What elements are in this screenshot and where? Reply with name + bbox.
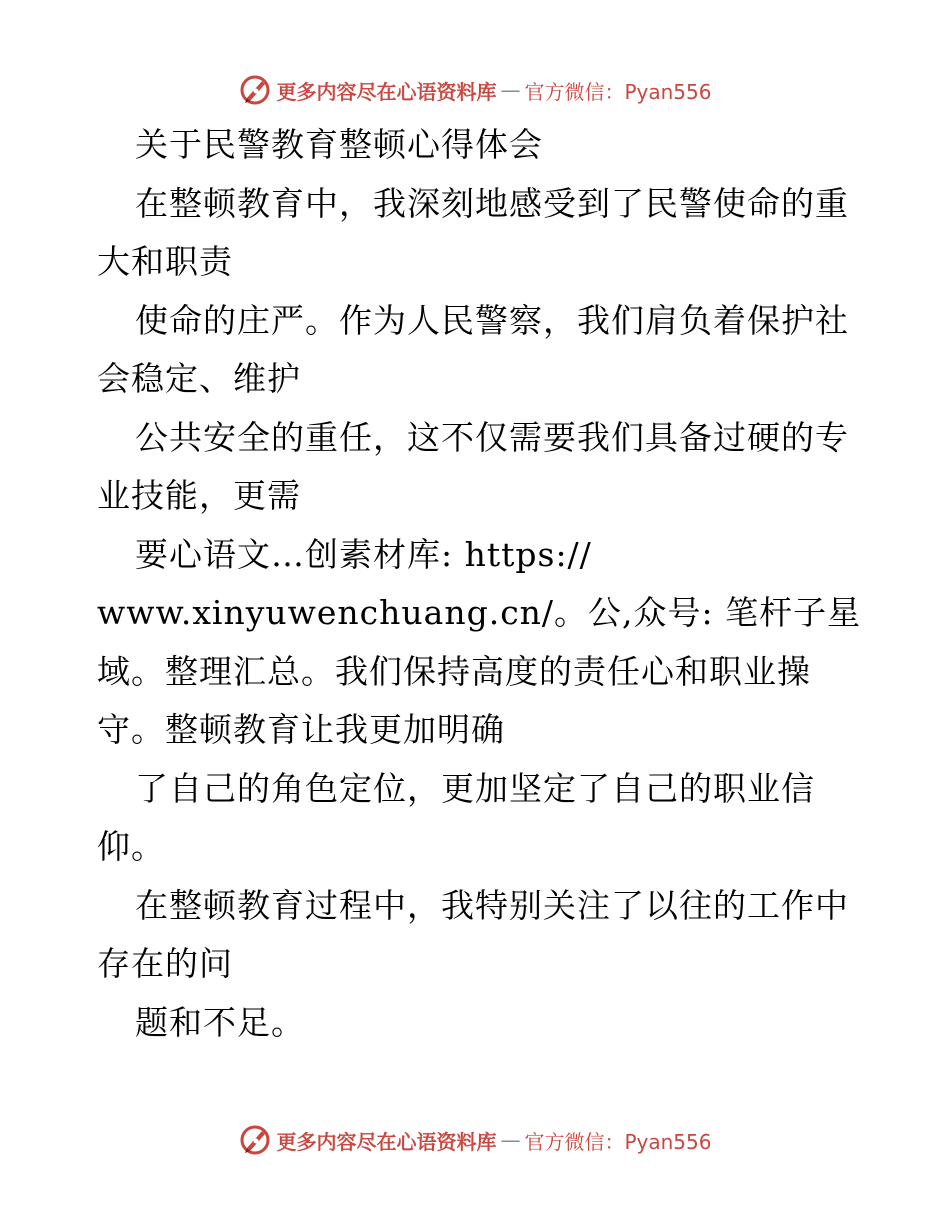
paragraph-line: 使命的庄严。作为人民警察，我们肩负着保护社 xyxy=(135,300,849,340)
paragraph-line: 题和不足。 xyxy=(135,1002,305,1042)
paragraph-line: 守。整顿教育让我更加明确 xyxy=(97,710,505,749)
paragraph-line: 要心语文…创素材库: https:// xyxy=(135,534,592,574)
banner-title: 更多内容尽在心语资料库 xyxy=(276,1129,497,1154)
document-body xyxy=(97,116,862,1052)
paragraph-line: 大和职责 xyxy=(97,242,233,281)
paragraph-line-url: www.xinyuwenchuang.cn/。公,众号: 笔杆子星 xyxy=(97,593,862,632)
banner-title: 更多内容尽在心语资料库 xyxy=(276,79,497,104)
paragraph-line: 仰。 xyxy=(97,827,165,866)
paragraph-line: 在整顿教育过程中，我特别关注了以往的工作中 xyxy=(135,885,849,925)
paragraph-line: 域。整理汇总。我们保持高度的责任心和职业操 xyxy=(97,651,811,691)
paragraph-line: 公共安全的重任，这不仅需要我们具备过硬的专 xyxy=(135,417,849,457)
paragraph-line: 业技能，更需 xyxy=(97,476,301,515)
footer-watermark-banner xyxy=(0,1120,950,1160)
banner-separator: — xyxy=(500,1128,521,1152)
pen-logo-icon xyxy=(238,73,272,107)
paragraph-line: 在整顿教育中，我深刻地感受到了民警使命的重 xyxy=(135,183,849,223)
banner-separator: — xyxy=(500,78,521,102)
banner-contact: 官方微信：Pyan556 xyxy=(524,1129,712,1154)
pen-logo-icon xyxy=(238,1123,272,1157)
paragraph-line: 存在的问 xyxy=(97,944,233,983)
paragraph-line: 会稳定、维护 xyxy=(97,359,301,398)
banner-contact: 官方微信：Pyan556 xyxy=(524,79,712,104)
header-watermark-banner xyxy=(0,70,950,110)
paragraph-line: 了自己的角色定位，更加坚定了自己的职业信 xyxy=(135,768,815,808)
document-title: 关于民警教育整顿心得体会 xyxy=(135,125,543,164)
